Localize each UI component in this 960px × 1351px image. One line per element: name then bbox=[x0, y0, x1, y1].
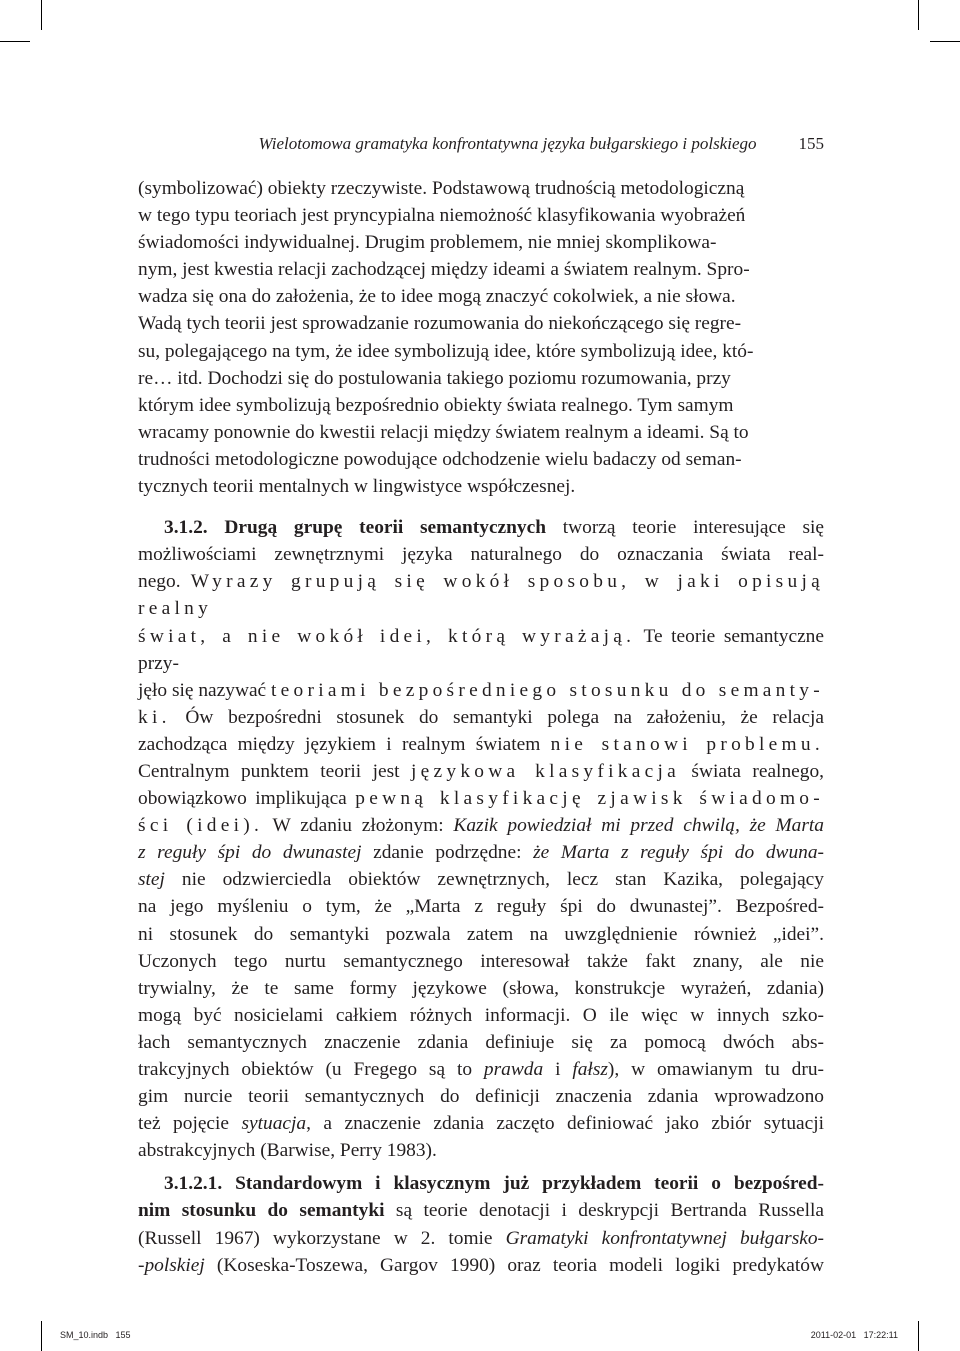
paragraph-2 bbox=[138, 514, 824, 1164]
text-run: W zdaniu złożonym: bbox=[263, 815, 454, 837]
text-run: Te teorie semantyczne przy- bbox=[138, 625, 824, 674]
section-number: 3.1.2.1. bbox=[164, 1173, 223, 1195]
text-line bbox=[138, 1056, 824, 1083]
page-number: 155 bbox=[798, 134, 824, 153]
text-run: , a znaczenie zdania zaczęto definiować jako zbiór sytuacji bbox=[306, 1113, 825, 1135]
spaced-emphasis: teoriami bezpośredniego stosunku do semanty- bbox=[271, 679, 824, 701]
text-run: Ów bezpośredni stosunek do semantyki polega na założeniu, że relacja bbox=[170, 706, 824, 728]
text-line: gim nurcie teorii semantycznych do definicji znaczenia zdania wprowadzono bbox=[138, 1086, 824, 1108]
text-run: (Koseska-Toszewa, Gargov 1990) oraz teoria modeli logiki predykatów bbox=[204, 1254, 824, 1276]
italic-term: fałsz bbox=[572, 1059, 608, 1080]
text-line bbox=[138, 1170, 824, 1197]
text-line bbox=[138, 785, 824, 812]
text-line: nym, jest kwestia relacji zachodzącej między ideami a światem realnym. Spro- bbox=[138, 259, 750, 281]
text-line bbox=[138, 1110, 824, 1137]
italic-example: że Marta z reguły śpi do dwuna- bbox=[533, 842, 824, 864]
text-line: mogą być nosicielami całkiem różnych informacji. O ile więc w innych szko- bbox=[138, 1004, 824, 1026]
text-run: zdanie podrzędne: bbox=[361, 842, 534, 864]
italic-example: stej bbox=[138, 869, 165, 891]
paragraph-3 bbox=[138, 1170, 824, 1278]
text-line bbox=[138, 568, 824, 622]
text-line: świadomości indywidualnej. Drugim problemem, nie mniej skomplikowa- bbox=[138, 232, 717, 254]
text-line: trudności metodologiczne powodujące odchodzenie wielu badaczy od seman- bbox=[138, 448, 742, 470]
text-line: wracamy ponownie do kwestii relacji między światem realnym a ideami. Są to bbox=[138, 421, 749, 443]
text-line: łach semantycznych znaczenie zdania definiuje się za pomocą dwóch abs- bbox=[138, 1031, 824, 1053]
text-line: re… itd. Dochodzi się do postulowania takiego poziomu rozumowania, przy bbox=[138, 367, 731, 389]
text-line: możliwościami zewnętrznymi języka naturalnego do oznaczania świata real- bbox=[138, 544, 824, 566]
text-line bbox=[138, 677, 824, 704]
italic-title: Gramatyki konfrontatywnej bułgarsko- bbox=[505, 1227, 824, 1249]
text-run: Centralnym punktem teorii jest bbox=[138, 760, 411, 782]
text-run: tworzą teorie interesujące się bbox=[546, 517, 825, 539]
crop-mark-top-right-vertical bbox=[918, 0, 919, 30]
text-line bbox=[138, 866, 824, 893]
italic-example: Kazik powiedział mi przed chwilą, że Marta bbox=[453, 815, 825, 837]
paragraph-1 bbox=[138, 175, 824, 500]
text-run: nego. bbox=[138, 571, 191, 593]
italic-title: -polskiej bbox=[138, 1254, 205, 1276]
text-line: (symbolizować) obiekty rzeczywiste. Podstawową trudnością metodologiczną bbox=[138, 178, 745, 199]
text-line: na jego myśleniu o tym, że „Marta z reguły śpi do dwunastej”. Bezpośred- bbox=[138, 896, 824, 918]
running-header bbox=[138, 134, 824, 154]
text-run: trakcyjnych obiektów (u Fregego są to bbox=[138, 1059, 484, 1080]
text-line bbox=[138, 704, 824, 731]
text-run: obowiązkowo implikująca bbox=[138, 788, 356, 810]
text-line: w tego typu teoriach jest pryncypialna niemożność klasyfikowania wyobrażeń bbox=[138, 205, 746, 227]
text-run: ), w omawianym tu dru- bbox=[607, 1059, 824, 1080]
spaced-emphasis: ki. bbox=[138, 706, 171, 728]
text-run: nie odzwierciedla obiektów zewnętrznych, lecz stan Kazika, polegający bbox=[164, 869, 824, 891]
text-line bbox=[138, 514, 824, 541]
crop-mark-top-left-horizontal bbox=[0, 41, 30, 42]
italic-term: sytuacja bbox=[241, 1113, 307, 1135]
body-text bbox=[138, 175, 824, 1279]
italic-term: prawda bbox=[483, 1059, 544, 1080]
text-line bbox=[138, 1252, 824, 1279]
running-title: Wielotomowa gramatyka konfrontatywna języka bułgarskiego i polskiego bbox=[258, 134, 757, 153]
footer-file: SM_10.indb 155 bbox=[60, 1330, 131, 1340]
text-line bbox=[138, 623, 824, 677]
text-run: są teorie denotacji i deskrypcji Bertranda Russella bbox=[384, 1200, 825, 1222]
text-line: Wadą tych teorii jest sprowadzanie rozumowania do niekończącego się regre- bbox=[138, 313, 742, 335]
text-line: którym idee symbolizują bezpośrednio obiekty świata realnego. Tym samym bbox=[138, 394, 734, 416]
text-line: ni stosunek do semantyki pozwala zatem na uwzględnienie również „idei”. bbox=[138, 923, 824, 945]
spaced-emphasis: pewną klasyfikację zjawisk świadomo- bbox=[355, 788, 824, 810]
text-line bbox=[138, 839, 824, 866]
text-line bbox=[138, 812, 824, 839]
section-heading: Drugą grupę teorii semantycznych bbox=[224, 517, 547, 539]
footer-timestamp: 2011-02-01 17:22:11 bbox=[810, 1330, 898, 1340]
text-line: tycznych teorii mentalnych w lingwistyce współczesnej. bbox=[138, 476, 576, 498]
text-line: abstrakcyjnych (Barwise, Perry 1983). bbox=[138, 1140, 437, 1162]
text-run: też pojęcie bbox=[138, 1113, 242, 1135]
text-line: wadza się ona do założenia, że to idee mogą znaczyć cokolwiek, a nie słowa. bbox=[138, 286, 736, 308]
text-run: i bbox=[543, 1059, 573, 1080]
section-number: 3.1.2. bbox=[164, 517, 208, 539]
spaced-emphasis: Wyrazy grupują się wokół sposobu, w jaki opisują realny bbox=[138, 571, 824, 620]
text-run: jęło się nazywać bbox=[138, 679, 272, 701]
crop-mark-top-right-horizontal bbox=[930, 41, 960, 42]
section-heading: Standardowym i klasycznym już przykładem teorii o bezpośred- bbox=[235, 1173, 824, 1195]
text-line: Uczonych tego nurtu semantycznego interesował także fakt znany, ale nie bbox=[138, 950, 824, 972]
italic-example: z reguły śpi do dwunastej bbox=[138, 842, 362, 864]
crop-mark-top-left-vertical bbox=[41, 0, 42, 30]
spaced-emphasis: nie stanowi problemu. bbox=[550, 733, 824, 755]
spaced-emphasis: językowa klasyfikacja bbox=[410, 760, 680, 782]
text-run: świata realnego, bbox=[680, 760, 824, 782]
text-line: trywialny, że te same formy językowe (słowa, konstrukcje wyrażeń, zdania) bbox=[138, 977, 824, 999]
text-run: (Russell 1967) wykorzystane w 2. tomie bbox=[138, 1227, 506, 1249]
text-line bbox=[138, 731, 824, 758]
text-line bbox=[138, 1197, 824, 1224]
text-line bbox=[138, 1225, 824, 1252]
text-line: su, polegającego na tym, że idee symbolizują idee, które symbolizują idee, któ- bbox=[138, 340, 754, 362]
text-run: zachodząca między językiem i realnym światem bbox=[138, 733, 551, 755]
print-footer bbox=[0, 1330, 960, 1344]
spaced-emphasis: świat, a nie wokół idei, którą wyrażają. bbox=[138, 625, 636, 647]
text-line bbox=[138, 758, 824, 785]
spaced-emphasis: ści (idei). bbox=[138, 815, 264, 837]
section-heading: nim stosunku do semantyki bbox=[138, 1200, 385, 1222]
